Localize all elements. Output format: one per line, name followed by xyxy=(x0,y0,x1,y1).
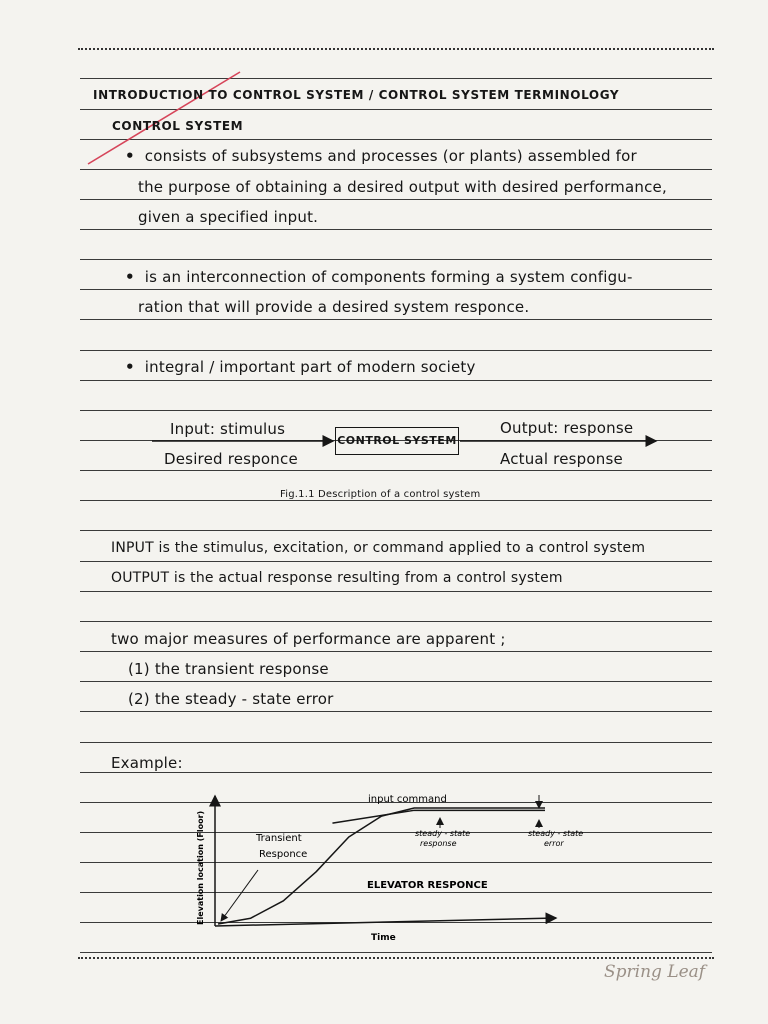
measure-2: (2) the steady - state error xyxy=(128,690,334,708)
chart-title: ELEVATOR RESPONCE xyxy=(367,880,488,891)
output-label: Output: response xyxy=(500,419,634,437)
example-label: Example: xyxy=(111,754,183,772)
bullet-2-line-2: ration that will provide a desired system responce. xyxy=(138,298,530,316)
input-definition: INPUT is the stimulus, excitation, or command applied to a control system xyxy=(111,540,646,556)
brand-logo: Spring Leaf xyxy=(604,962,706,982)
bullet-dot: • xyxy=(125,358,135,376)
elevator-response-curve xyxy=(218,808,545,924)
bullet-1-line-3: given a specified input. xyxy=(138,208,319,226)
section-heading: CONTROL SYSTEM xyxy=(112,119,244,133)
output-sublabel: Actual response xyxy=(500,450,623,468)
steady-response-label-line-1: steady - state xyxy=(415,829,471,838)
output-definition: OUTPUT is the actual response resulting from a control system xyxy=(111,570,563,586)
transient-arrow xyxy=(221,870,258,921)
input-sublabel: Desired responce xyxy=(164,450,298,468)
bullet-dot: • xyxy=(125,147,135,165)
bullet-3-line-1: • integral / important part of modern society xyxy=(125,358,476,376)
transient-label-line-1: Transient xyxy=(256,833,302,844)
transient-label-line-2: Responce xyxy=(259,849,308,860)
measure-1: (1) the transient response xyxy=(128,660,329,678)
x-axis xyxy=(215,918,556,926)
chart-ylabel: Elevation location (Floor) xyxy=(196,810,205,925)
bullet-1-line-2: the purpose of obtaining a desired output with desired performance, xyxy=(138,178,667,196)
bullet-2-line-1: • is an interconnection of components forming a system configu- xyxy=(125,268,633,286)
control-system-box: CONTROL SYSTEM xyxy=(335,427,459,455)
steady-error-label-line-2: error xyxy=(544,839,564,848)
input-command-label: input command xyxy=(368,794,447,805)
chart-xlabel: Time xyxy=(371,933,396,943)
steady-error-label-line-1: steady - state xyxy=(528,829,584,838)
page-title: INTRODUCTION TO CONTROL SYSTEM / CONTROL SYSTEM TERMINOLOGY xyxy=(93,88,620,102)
figure-caption: Fig.1.1 Description of a control system xyxy=(280,489,481,500)
steady-response-label-line-2: response xyxy=(420,839,457,848)
bullet-dot: • xyxy=(125,268,135,286)
input-label: Input: stimulus xyxy=(170,420,286,438)
measures-intro: two major measures of performance are apparent ; xyxy=(111,630,506,648)
bullet-1-line-1: • consists of subsystems and processes (or plants) assembled for xyxy=(125,147,637,165)
input-command-line xyxy=(332,810,545,823)
